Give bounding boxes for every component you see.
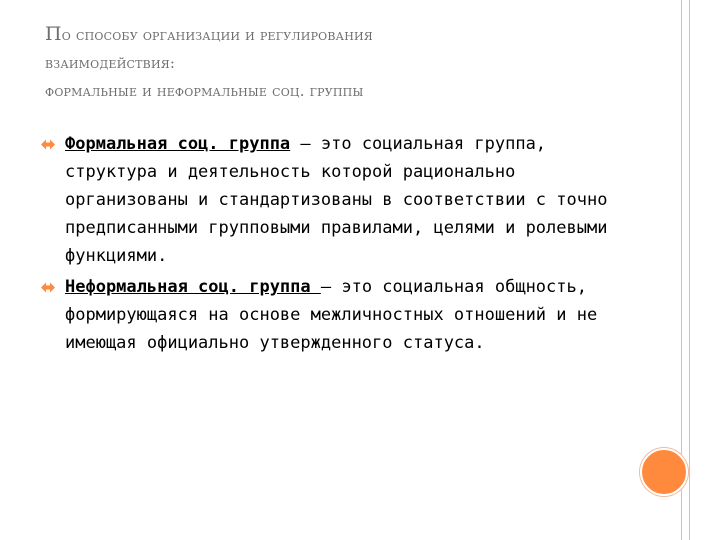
- term-formal-group: Формальная соц. группа: [65, 134, 291, 154]
- definition-informal-group: – это социальная общность, формирующаяся на основе межличностных отношений и не имеющая официально утвержденного статуса.: [65, 277, 598, 353]
- definition-formal-group: – это социальная группа, структура и деятельность которой рационально организованы и стандартизованы в соответствии с точно предписанными групповыми правилами, целями и ролевыми функциями.: [65, 134, 608, 266]
- orange-diamond-bullet-icon: [41, 281, 55, 294]
- orange-circle-decoration: [640, 448, 688, 496]
- title-line-1: По способу организации и регулирования: [45, 23, 373, 45]
- list-item: [45, 273, 645, 357]
- list-item: [45, 130, 645, 270]
- title-line-2: взаимодействия:: [45, 54, 176, 72]
- right-edge-rule-outer: [689, 0, 690, 540]
- orange-diamond-bullet-icon: [41, 138, 55, 151]
- slide-body: [45, 130, 645, 357]
- title-line-3: формальные и неформальные соц. группы: [45, 82, 364, 100]
- slide-title: [45, 20, 645, 105]
- term-informal-group: Неформальная соц. группа: [65, 277, 321, 297]
